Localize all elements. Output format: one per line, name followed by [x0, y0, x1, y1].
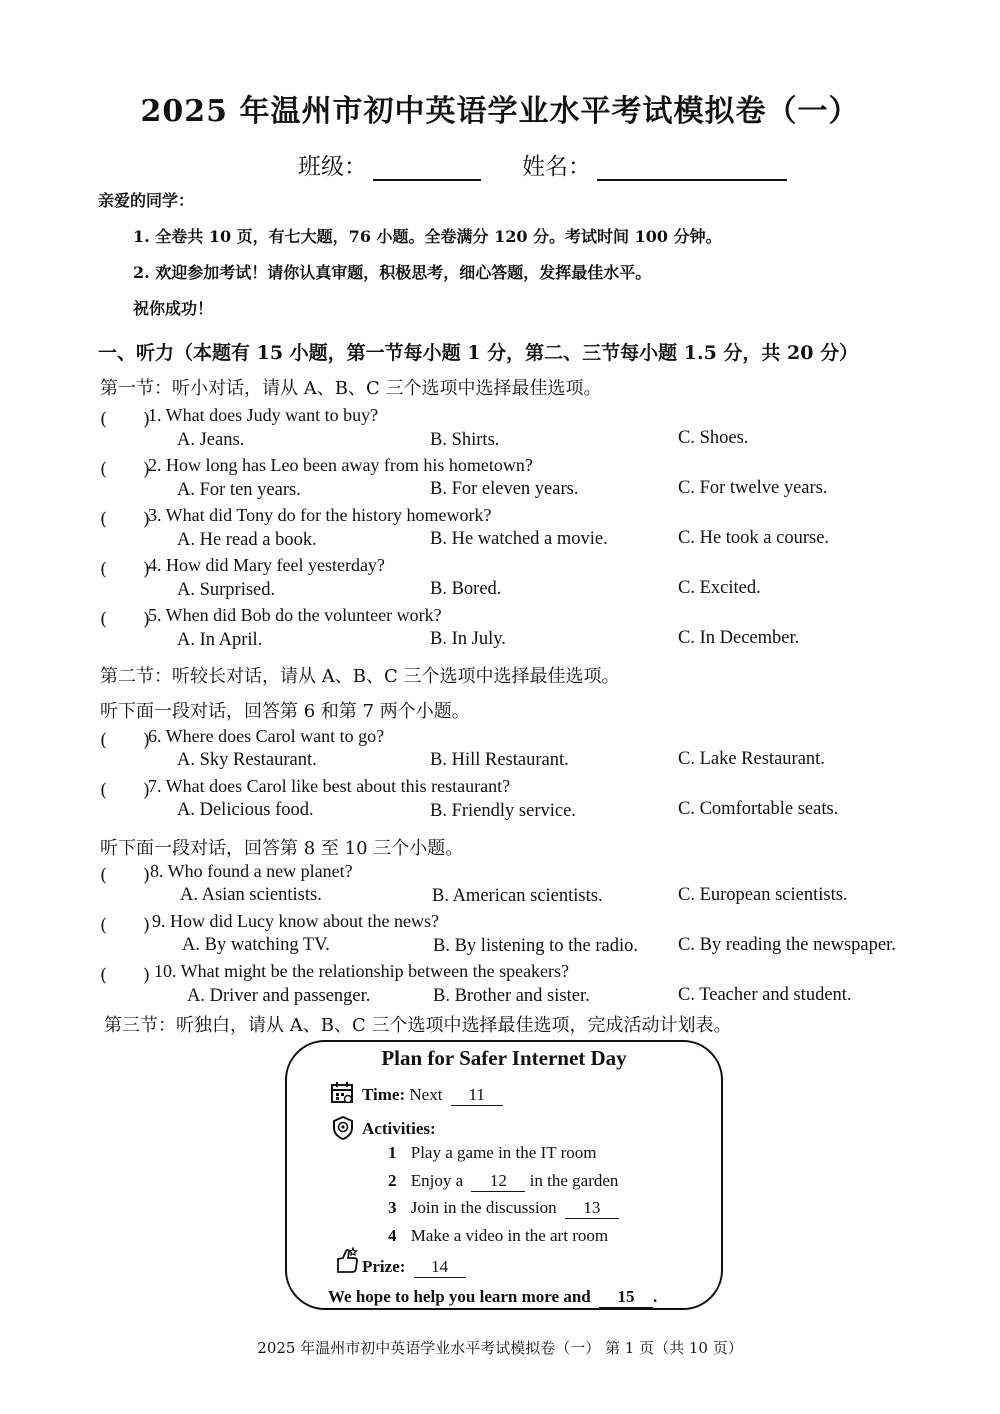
class-field [298, 148, 481, 181]
plan-closing [328, 1287, 657, 1308]
section-one-title: 一、听力（本题有 15 小题，第一节每小题 1 分，第二、三节每小题 1.5 分，共 20 分） [98, 342, 859, 364]
blank-11[interactable]: 11 [451, 1085, 503, 1106]
activity-text: Make a video in the art room [410, 1226, 609, 1245]
q9-option-c: C. By reading the newspaper. [678, 935, 896, 955]
activity-text: Enjoy a [410, 1171, 464, 1190]
name-field [522, 148, 787, 181]
question-8: 8. Who found a new planet? [150, 861, 353, 881]
q5-option-c: C. In December. [678, 628, 800, 648]
q3-option-c: C. He took a course. [678, 528, 830, 548]
answer-paren-8[interactable]: ( ) [100, 865, 151, 886]
page-footer: 2025 年温州市初中英语学业水平考试模拟卷（一） 第 1 页（共 10 页） [257, 1339, 743, 1357]
activities-heading [362, 1119, 436, 1139]
q1-option-b: B. Shirts. [430, 430, 500, 450]
q9-option-a: A. By watching TV. [182, 935, 330, 955]
answer-paren-7[interactable]: ( ) [100, 780, 151, 801]
class-blank[interactable] [373, 157, 481, 181]
question-9: 9. How did Lucy know about the news? [152, 911, 439, 931]
trophy-icon [334, 1246, 360, 1274]
q5-option-b: B. In July. [430, 629, 506, 649]
q1-option-a: A. Jeans. [177, 430, 245, 450]
activity-text-after: in the garden [529, 1171, 619, 1190]
note-1: 1. 全卷共 10 页，有七大题，76 小题。全卷满分 120 分。考试时间 100 分钟。 [133, 227, 722, 246]
time-text: Next [409, 1085, 443, 1104]
activity-2 [388, 1171, 618, 1192]
page-title: 2025 年温州市初中英语学业水平考试模拟卷（一） [140, 94, 860, 129]
q7-option-b: B. Friendly service. [430, 801, 576, 821]
q5-option-a: A. In April. [177, 630, 263, 650]
blank-12[interactable]: 12 [471, 1171, 525, 1192]
q3-option-a: A. He read a book. [177, 530, 317, 550]
activity-text: Play a game in the IT room [410, 1143, 597, 1162]
plan-prize-row [362, 1257, 466, 1278]
part2-instruction: 第二节：听较长对话，请从 A、B、C 三个选项中选择最佳选项。 [100, 666, 620, 687]
question-3: 3. What did Tony do for the history homework? [148, 505, 492, 525]
part2-group2: 听下面一段对话，回答第 8 至 10 三个小题。 [100, 838, 464, 859]
q2-option-b: B. For eleven years. [430, 479, 579, 499]
calendar-icon [330, 1081, 354, 1105]
q2-option-c: C. For twelve years. [678, 478, 828, 498]
plan-time-row [362, 1085, 503, 1106]
q6-option-a: A. Sky Restaurant. [177, 750, 317, 770]
q8-option-b: B. American scientists. [432, 886, 603, 906]
answer-paren-10[interactable]: ( ) [100, 965, 151, 986]
q10-option-b: B. Brother and sister. [433, 986, 590, 1006]
activity-number: 4 [388, 1226, 397, 1245]
question-2: 2. How long has Leo been away from his hometown? [148, 455, 533, 475]
question-1: 1. What does Judy want to buy? [148, 405, 379, 425]
note-2: 2. 欢迎参加考试！请你认真审题，积极思考，细心答题，发挥最佳水平。 [133, 263, 652, 282]
time-label: Time: [362, 1085, 406, 1104]
q1-option-c: C. Shoes. [678, 428, 749, 448]
closing-period: . [652, 1287, 658, 1306]
question-6: 6. Where does Carol want to go? [148, 726, 385, 746]
activity-3 [388, 1198, 619, 1219]
wish-text: 祝你成功！ [133, 299, 214, 318]
blank-14[interactable]: 14 [414, 1257, 466, 1278]
blank-13[interactable]: 13 [565, 1198, 619, 1219]
answer-paren-9[interactable]: ( ) [100, 915, 151, 936]
answer-paren-3[interactable]: ( ) [100, 509, 151, 530]
q10-option-c: C. Teacher and student. [678, 985, 852, 1005]
q8-option-a: A. Asian scientists. [180, 885, 322, 905]
shield-icon [332, 1116, 354, 1140]
q8-option-c: C. European scientists. [678, 885, 848, 905]
question-10: 10. What might be the relationship between the speakers? [154, 961, 570, 981]
activity-1 [388, 1143, 596, 1163]
answer-paren-4[interactable]: ( ) [100, 559, 151, 580]
question-5: 5. When did Bob do the volunteer work? [148, 605, 442, 625]
q7-option-c: C. Comfortable seats. [678, 799, 839, 819]
greeting: 亲爱的同学： [98, 191, 195, 210]
question-7: 7. What does Carol like best about this restaurant? [148, 776, 511, 796]
q6-option-c: C. Lake Restaurant. [678, 749, 825, 769]
answer-paren-5[interactable]: ( ) [100, 609, 151, 630]
name-blank[interactable] [597, 157, 787, 181]
name-label: 姓名： [522, 154, 591, 180]
q6-option-b: B. Hill Restaurant. [430, 750, 569, 770]
activity-number: 2 [388, 1171, 397, 1190]
q4-option-a: A. Surprised. [177, 580, 276, 600]
question-4: 4. How did Mary feel yesterday? [148, 555, 385, 575]
part2-group1: 听下面一段对话，回答第 6 和第 7 两个小题。 [100, 701, 470, 722]
q3-option-b: B. He watched a movie. [430, 529, 608, 549]
q4-option-b: B. Bored. [430, 579, 502, 599]
answer-paren-2[interactable]: ( ) [100, 459, 151, 480]
answer-paren-1[interactable]: ( ) [100, 409, 151, 430]
class-label: 班级： [298, 154, 367, 180]
part1-instruction: 第一节：听小对话，请从 A、B、C 三个选项中选择最佳选项。 [100, 378, 602, 399]
prize-label: Prize: [362, 1257, 406, 1276]
activity-number: 1 [388, 1143, 397, 1162]
blank-15[interactable]: 15 [599, 1287, 653, 1308]
q4-option-c: C. Excited. [678, 578, 761, 598]
activities-label: Activities: [362, 1119, 436, 1138]
q2-option-a: A. For ten years. [177, 480, 301, 500]
activity-number: 3 [388, 1198, 397, 1217]
plan-title: Plan for Safer Internet Day [381, 1046, 627, 1070]
q7-option-a: A. Delicious food. [177, 800, 314, 820]
q10-option-a: A. Driver and passenger. [187, 986, 371, 1006]
activity-4 [388, 1226, 608, 1246]
part3-instruction: 第三节：听独白，请从 A、B、C 三个选项中选择最佳选项，完成活动计划表。 [104, 1015, 732, 1036]
activity-text: Join in the discussion [410, 1198, 557, 1217]
answer-paren-6[interactable]: ( ) [100, 730, 151, 751]
q9-option-b: B. By listening to the radio. [433, 936, 639, 956]
closing-text: We hope to help you learn more and [328, 1287, 591, 1306]
